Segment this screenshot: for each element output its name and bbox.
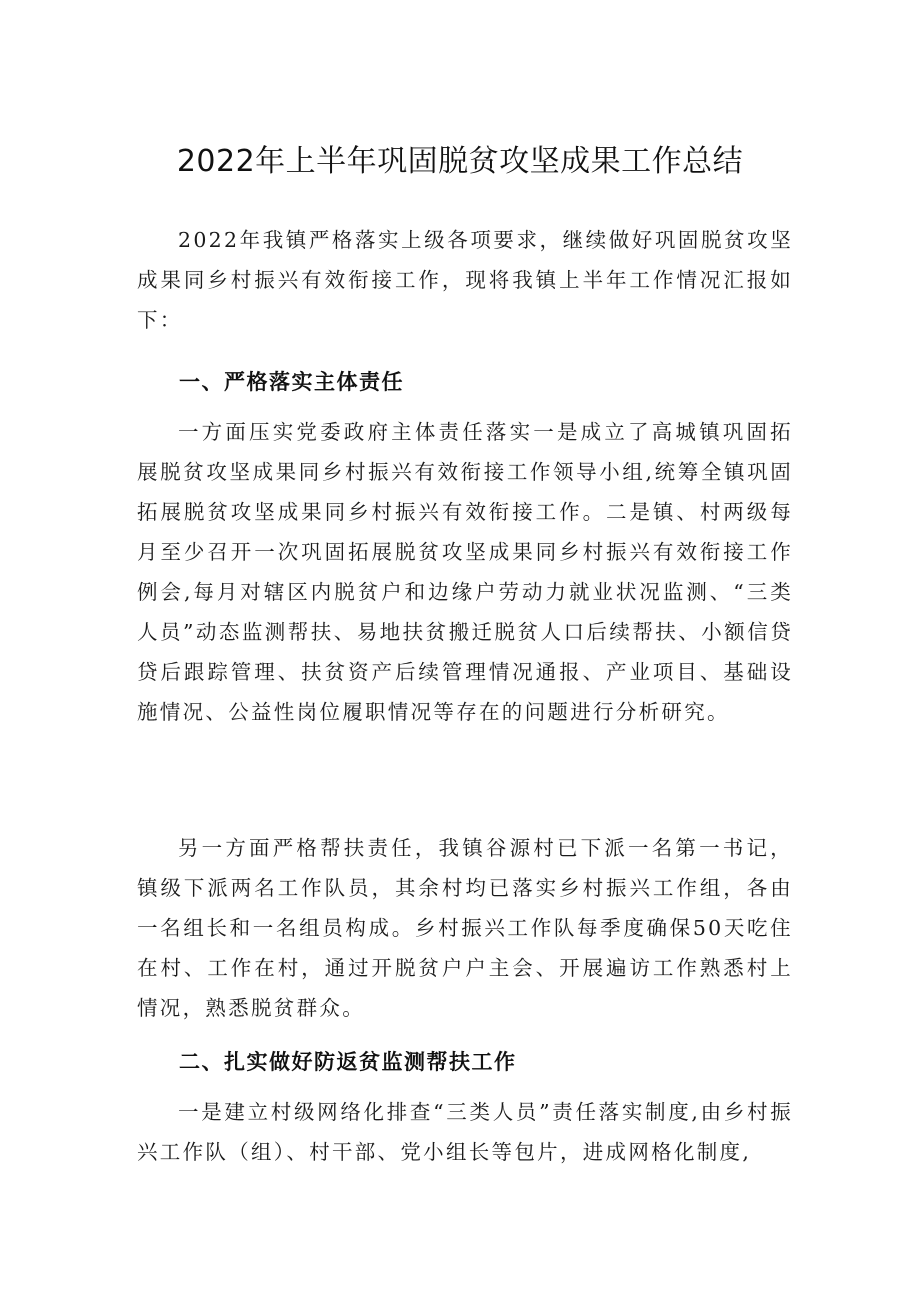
intro-paragraph: 2022年我镇严格落实上级各项要求，继续做好巩固脱贫攻坚成果同乡村振兴有效衔接工作，现将我镇上半年工作情况汇报如下： — [137, 228, 793, 332]
document-title: 2022年上半年巩固脱贫攻坚成果工作总结 — [176, 144, 744, 179]
section-1-paragraph-1: 一方面压实党委政府主体责任落实一是成立了高城镇巩固拓展脱贫攻坚成果同乡村振兴有效衔接工作领导小组,统筹全镇巩固拓展脱贫攻坚成果同乡村振兴有效衔接工作。二是镇、村两级每月至少召开一次巩固拓展脱贫攻坚成果同乡村振兴有效衔接工作例会,每月对辖区内脱贫户和边缘户劳动力就业状况监测、“三类人员”动态监测帮扶、易地扶贫搬迁脱贫人口后续帮扶、小额信贷贷后跟踪管理、扶贫资产后续管理情况通报、产业项目、基础设施情况、公益性岗位履职情况等存在的问题进行分析研究。 — [137, 420, 793, 724]
section-heading-2: 二、扎实做好防返贫监测帮扶工作 — [179, 1050, 517, 1074]
section-heading-1: 一、严格落实主体责任 — [179, 370, 404, 394]
section-2-paragraph-1: 一是建立村级网络化排查“三类人员”责任落实制度,由乡村振兴工作队（组）、村干部、党小组长等包片，进成网格化制度, — [137, 1100, 793, 1164]
section-1-paragraph-2: 另一方面严格帮扶责任，我镇谷源村已下派一名第一书记，镇级下派两名工作队员，其余村均已落实乡村振兴工作组，各由一名组长和一名组员构成。乡村振兴工作队每季度确保50天吃住在村、工作在村，通过开脱贫户户主会、开展遍访工作熟悉村上情况，熟悉脱贫群众。 — [137, 836, 793, 1020]
